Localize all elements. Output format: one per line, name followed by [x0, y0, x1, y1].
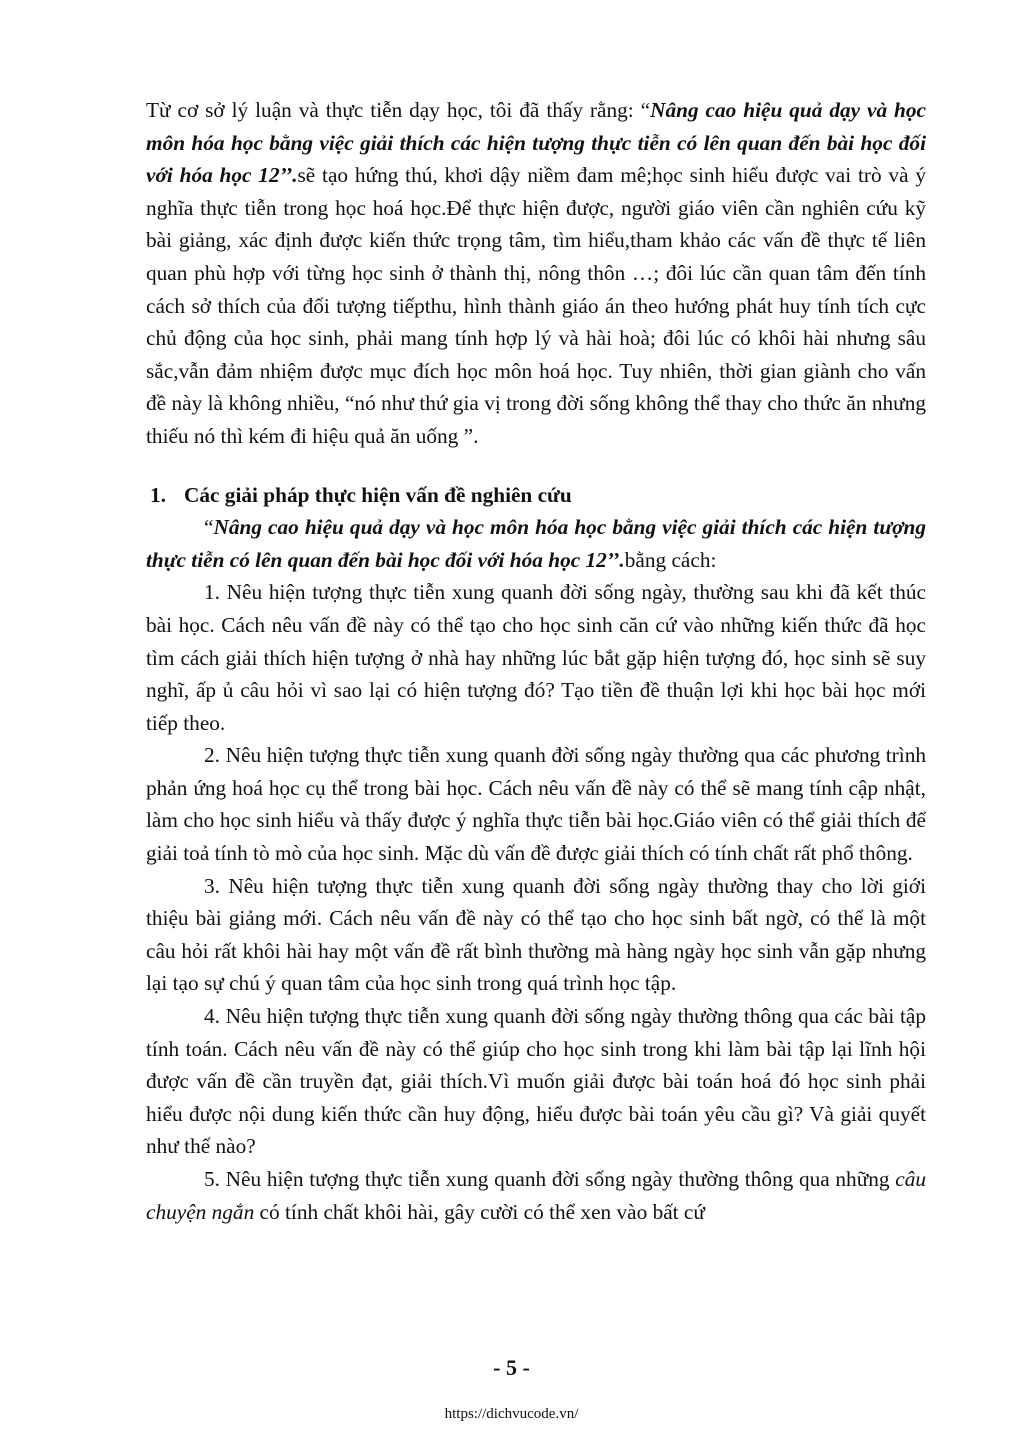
- intro-text-a: Từ cơ sở lý luận và thực tiễn dạy học, tôi đã thấy rằng: “: [146, 98, 651, 122]
- list-item-5: [146, 1163, 926, 1228]
- intro-title-emphasis: Nâng cao hiệu quả dạy và học môn hóa học bằng việc giải thích các hiện tượng thực tiễn có lên quan đến bài học đối với hóa học 12’’.: [146, 98, 926, 188]
- section-heading: [146, 479, 926, 512]
- section-title: Các giải pháp thực hiện vấn đề nghiên cứu: [184, 482, 572, 507]
- item5-text-a: 5. Nêu hiện tượng thực tiễn xung quanh đời sống ngày thường thông qua những: [204, 1167, 896, 1191]
- quote-open: “: [204, 515, 214, 540]
- page-number: - 5 -: [493, 1355, 530, 1380]
- list-item: 2. Nêu hiện tượng thực tiễn xung quanh đời sống ngày thường qua các phương trình phản ứng hoá học cụ thể trong bài học. Cách nêu vấn đề này có thể sẽ mang tính cập nhật, làm cho học sinh hiểu và thấy được ý nghĩa thực tiễn bài học.Giáo viên có thể giải thích để giải toả tính tò mò của học sinh. Mặc dù vấn đề được giải thích có tính chất rất phổ thông.: [146, 743, 926, 866]
- list-item: 3. Nêu hiện tượng thực tiễn xung quanh đời sống ngày thường thay cho lời giới thiệu bài giảng mới. Cách nêu vấn đề này có thể tạo cho học sinh bất ngờ, có thể là một câu hỏi rất khôi hài hay một vấn đề rất bình thường mà hàng ngày học sinh vẫn gặp nhưng lại tạo sự chú ý quan tâm của học sinh trong quá trình học tập.: [146, 873, 926, 996]
- footer-url: https://dichvucode.vn/: [444, 1406, 579, 1422]
- quote-text-c: bằng cách:: [624, 547, 717, 572]
- list-item: 1. Nêu hiện tượng thực tiễn xung quanh đời sống ngày, thường sau khi đã kết thúc bài học. Cách nêu vấn đề này có thể tạo cho học sinh căn cứ vào những kiến thức đã học tìm cách giải thích hiện tượng ở nhà hay những lúc bắt gặp hiện tượng đó, học sinh sẽ suy nghĩ, ấp ủ câu hỏi vì sao lại có hiện tượng đó? Tạo tiền đề thuận lợi khi học bài học mới tiếp theo.: [146, 580, 926, 735]
- item5-text-c: có tính chất khôi hài, gây cười có thể xen vào bất cứ: [254, 1199, 705, 1224]
- intro-text-c: sẽ tạo hứng thú, khơi dậy niềm đam mê;học sinh hiểu được vai trò và ý nghĩa thực tiễn trong học hoá học.Để thực hiện được, người giáo viên cần nghiên cứu kỹ bài giảng, xác định được kiến thức trọng tâm, tìm hiểu,tham khảo các vấn đề thực tế liên quan phù hợp với từng học sinh ở thành thị, nông thôn …; đôi lúc cần quan tâm đến tính cách sở thích của đối tượng tiếpthu, hình thành giáo án theo hướng phát huy tính tích cực chủ động của học sinh, phải mang tính hợp lý và hài hoà; đôi lúc có khôi hài nhưng sâu sắc,vẫn đảm nhiệm được mục đích học môn hoá học. Tuy nhiên, thời gian giành cho vấn đề này là không nhiều, “nó như thứ gia vị trong đời sống không thể thay cho thức ăn nhưng thiếu nó thì kém đi hiệu quả ăn uống ”.: [146, 163, 926, 448]
- intro-paragraph: [146, 94, 926, 453]
- quote-title-emphasis: Nâng cao hiệu quả dạy và học môn hóa học bằng việc giải thích các hiện tượng thực tiễn có lên quan đến bài học đối với hóa học 12’’.: [146, 515, 926, 572]
- quote-paragraph: [146, 511, 926, 576]
- section-number: 1.: [150, 482, 166, 507]
- list-item: 4. Nêu hiện tượng thực tiễn xung quanh đời sống ngày thường thông qua các bài tập tính toán. Cách nêu vấn đề này có thể giúp cho học sinh trong khi làm bài tập lại lĩnh hội được vấn đề cần truyền đạt, giải thích.Vì muốn giải được bài toán hoá đó học sinh phải hiểu được nội dung kiến thức cần huy động, hiểu được bài toán yêu cầu gì? Và giải quyết như thế nào?: [146, 1004, 926, 1159]
- item5-italic: câu chuyện ngắn: [146, 1167, 926, 1224]
- document-body: [146, 94, 926, 1228]
